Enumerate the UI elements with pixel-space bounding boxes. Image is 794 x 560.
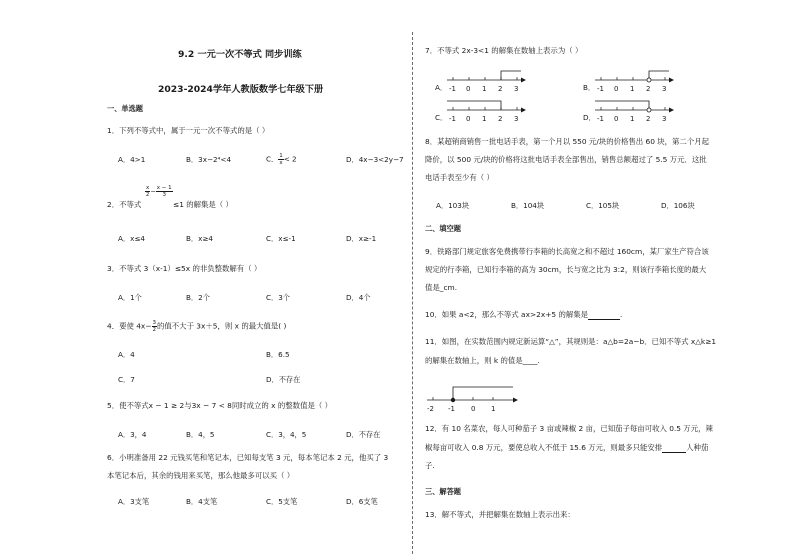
question-5-option-a[interactable]: A．3，4 (118, 430, 147, 439)
question-11-solution-bracket (453, 387, 513, 400)
question-2-option-c[interactable]: C．x≤-1 (266, 234, 296, 243)
number-line-a-label-4: 2 (498, 85, 503, 93)
question-2-inequality (145, 185, 173, 198)
page-title: 9.2 一元一次不等式 同步训练 (178, 49, 302, 60)
question-2-stem-suffix: ≤1 的解集是（ ） (173, 200, 233, 209)
question-11-number-line (427, 378, 527, 412)
question-9-line-3: 值是_cm. (425, 283, 458, 292)
section-single-choice: 一、单选题 (107, 104, 143, 113)
question-8-line-3: 电话手表至少有（ ） (425, 173, 494, 182)
question-2-fraction-1: $\frac{x}{2}$ (145, 185, 150, 198)
question-4-stem (107, 320, 286, 333)
number-line-c (447, 100, 527, 124)
question-12-text: 椒每亩可收入 0.8 万元，要使总收入不低于 15.6 万元，则最多只能安排 (425, 443, 663, 452)
number-line-a-label-3: 1 (482, 85, 487, 93)
question-10-period: . (620, 310, 623, 319)
question-11-label-2: -1 (448, 405, 455, 413)
question-5-option-b[interactable]: B．4，5 (186, 430, 215, 439)
number-line-d (595, 100, 675, 124)
number-line-a-label-2: 0 (466, 85, 471, 93)
number-line-c-label-4: 2 (498, 115, 503, 123)
question-7-option-a-label[interactable]: A． (435, 83, 448, 92)
question-5-option-c[interactable]: C．3，4，5 (266, 430, 307, 439)
question-1-option-c[interactable] (266, 153, 297, 166)
number-line-d-label-5: 3 (662, 115, 667, 123)
question-4-option-d[interactable]: D．不存在 (266, 375, 301, 384)
question-3-option-c[interactable]: C．3个 (266, 293, 290, 302)
section-problems: 三、解答题 (425, 487, 461, 496)
question-11-line-1: 11．如图，在实数范围内规定新运算“△”，其规则是：a△b=2a−b．已知不等式 x△k≥1 (425, 337, 717, 346)
page-subtitle: 2023-2024学年人教版数学七年级下册 (158, 84, 324, 95)
question-5-stem: 5．使不等式x − 1 ≥ 2与3x − 7 < 8同时成立的 x 的整数值是（ ） (107, 401, 332, 410)
number-line-d-open-dot (647, 108, 651, 112)
question-7-option-b-label[interactable]: B． (583, 83, 596, 92)
question-8-option-c[interactable]: C．105块 (586, 201, 620, 210)
question-1-option-c-tail: < 2 (283, 154, 297, 164)
question-11-label-4: 1 (491, 405, 496, 413)
number-line-b-open-dot (647, 78, 651, 82)
question-7-option-c-label[interactable]: C． (435, 113, 448, 122)
question-12-text-tail: 人种茄 (686, 443, 709, 452)
question-2-option-d[interactable]: D．x≥-1 (346, 234, 377, 243)
number-line-c-label-1: -1 (449, 115, 456, 123)
question-3-stem: 3．不等式 3（x-1）≤5x 的非负整数解有（ ） (107, 264, 262, 273)
question-4-fraction: $\frac{3}{2}$ (152, 320, 156, 333)
number-line-c-label-5: 3 (514, 115, 519, 123)
question-4-option-c[interactable]: C．7 (118, 375, 135, 384)
number-line-d-label-4: 2 (646, 115, 651, 123)
question-11-label-3: 0 (471, 405, 476, 413)
question-2-option-a[interactable]: A．x≤4 (118, 234, 145, 243)
question-2-fraction-2: $\frac{x - 1}{3}$ (156, 185, 172, 198)
question-8-option-b[interactable]: B．104块 (511, 201, 545, 210)
question-10-text: 10．如果 a<2，那么不等式 ax>2x+5 的解集是 (425, 310, 589, 319)
number-line-d-label-2: 0 (614, 115, 619, 123)
number-line-a (447, 70, 527, 94)
number-line-d-label-1: -1 (597, 115, 604, 123)
question-11-label-1: -2 (427, 405, 434, 413)
question-7-option-d-label[interactable]: D． (583, 113, 596, 122)
section-fill-in: 二、填空题 (425, 224, 461, 233)
question-1-option-b[interactable]: B．3x−2⁴<4 (186, 155, 232, 164)
question-11-line-2: 的解集在数轴上，则 k 的值是____. (425, 356, 540, 365)
question-4-option-b[interactable]: B．6.5 (266, 350, 290, 359)
question-9-line-1: 9．铁路部门规定旅客免费携带行李箱的长高宽之和不超过 160cm，某厂家生产符合该 (425, 247, 709, 256)
number-line-a-arrow (521, 78, 526, 83)
question-6-line-2: 本笔记本后，其余的钱用来买笔，那么他最多可以买（ ） (107, 471, 295, 480)
question-9-line-2: 规定的行李箱，已知行李箱的高为 30cm，长与宽之比为 3:2，则该行李箱长度的最大 (425, 265, 707, 274)
number-line-b (595, 70, 675, 94)
question-2-minus: − (150, 187, 156, 196)
question-10-answer-blank[interactable] (588, 310, 623, 320)
question-11-solid-dot (451, 398, 455, 402)
question-6-option-c[interactable]: C．5支笔 (266, 497, 298, 506)
question-13-stem: 13．解不等式，并把解集在数轴上表示出来： (425, 510, 575, 519)
question-3-option-b[interactable]: B．2个 (186, 293, 210, 302)
question-7-stem: 7．不等式 2x-3<1 的解集在数轴上表示为（ ） (425, 46, 583, 55)
question-4-stem-suffix: 的值不大于 3x＋5，则 x 的最大值是( ) (157, 321, 287, 331)
number-line-c-solution-bracket (447, 101, 501, 110)
number-line-b-label-3: 1 (630, 85, 635, 93)
number-line-d-arrow (669, 108, 674, 113)
number-line-b-arrow (669, 78, 674, 83)
question-1-option-c-fraction: $\frac{1}{x}$ (279, 153, 283, 166)
number-line-b-label-1: -1 (597, 85, 604, 93)
question-4-stem-prefix: 4．要使 4x− (107, 321, 152, 331)
number-line-a-solution-bracket (501, 71, 521, 80)
question-5-option-d[interactable]: D．不存在 (346, 430, 381, 439)
number-line-a-label-5: 3 (514, 85, 519, 93)
number-line-b-label-4: 2 (646, 85, 651, 93)
number-line-c-arrow (521, 108, 526, 113)
question-6-option-d[interactable]: D．6支笔 (346, 497, 378, 506)
number-line-c-label-2: 0 (466, 115, 471, 123)
question-3-option-a[interactable]: A．1个 (118, 293, 142, 302)
number-line-c-label-3: 1 (482, 115, 487, 123)
question-8-line-1: 8．某超销商销售一批电话手表，第一个月以 550 元/块的价格售出 60 块，第二个月起 (425, 137, 709, 146)
number-line-a-label-1: -1 (449, 85, 456, 93)
question-8-option-a[interactable]: A．103块 (436, 201, 470, 210)
question-4-option-a[interactable]: A．4 (118, 350, 135, 359)
number-line-d-label-3: 1 (630, 115, 635, 123)
question-1-option-a[interactable]: A．4>1 (118, 155, 146, 164)
question-8-line-2: 降价，以 500 元/块的价格将这批电话手表全部售出，销售总额超过了 5.5 万元．这批 (425, 155, 707, 164)
question-12-line-2 (425, 443, 708, 453)
question-1-stem: 1．下列不等式中，属于一元一次不等式的是（ ） (107, 126, 270, 135)
question-2-option-b[interactable]: B．x≥4 (186, 234, 213, 243)
question-12-line-3: 子. (425, 461, 435, 470)
question-1-option-c-label: C． (266, 154, 279, 164)
number-line-b-label-2: 0 (614, 85, 619, 93)
question-2-stem-prefix: 2．不等式 (107, 200, 142, 209)
number-line-d-solution-bracket (595, 101, 649, 110)
question-12-line-1: 12．有 10 名菜农，每人可种茄子 3 亩或辣椒 2 亩，已知茄子每亩可收入 0.5 万元，辣 (425, 424, 713, 433)
question-11-arrow (513, 398, 518, 403)
column-divider (412, 32, 413, 554)
question-12-answer-blank[interactable] (662, 445, 686, 453)
question-10-stem (425, 310, 622, 320)
question-3-option-d[interactable]: D．4个 (346, 293, 371, 302)
question-8-option-d[interactable]: D．106块 (661, 201, 695, 210)
question-6-option-b[interactable]: B．4支笔 (186, 497, 218, 506)
question-1-option-d[interactable]: D．4x−3<2y−7 (346, 155, 404, 164)
number-line-b-label-5: 3 (662, 85, 667, 93)
question-6-line-1: 6．小明准备用 22 元钱买笔和笔记本，已知每支笔 3 元，每本笔记本 2 元，他买了 3 (107, 453, 389, 462)
number-line-b-solution-bracket (649, 71, 669, 80)
question-6-option-a[interactable]: A．3支笔 (118, 497, 150, 506)
